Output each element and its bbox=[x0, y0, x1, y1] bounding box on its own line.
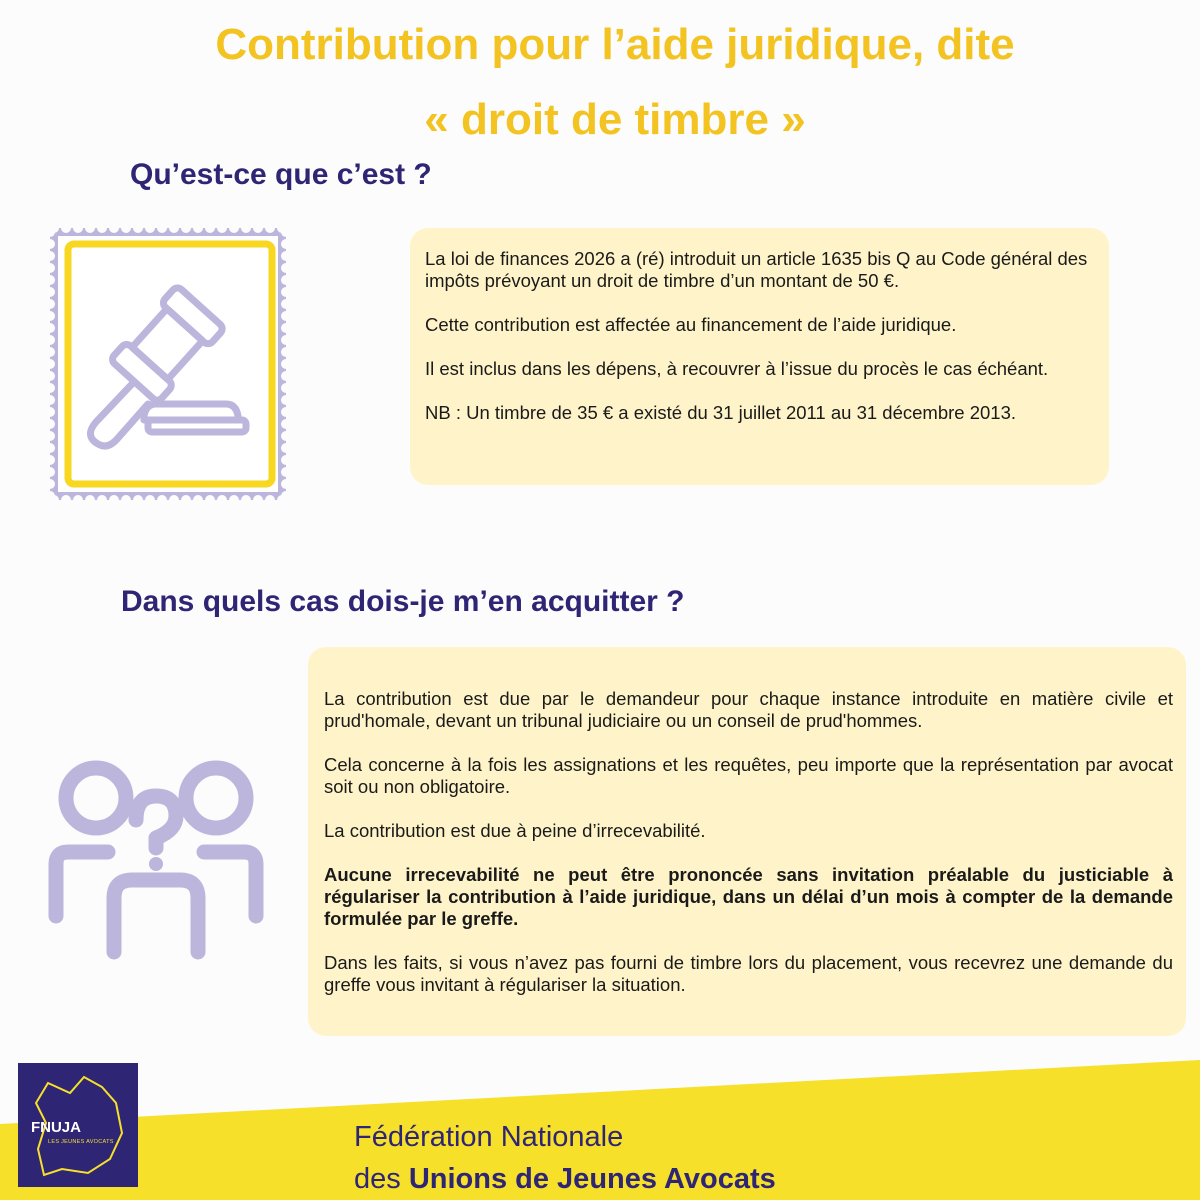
section2-heading: Dans quels cas dois-je m’en acquitter ? bbox=[121, 585, 685, 618]
organization-line1: Fédération Nationale bbox=[354, 1121, 624, 1153]
organization-line2-strong: Unions de Jeunes Avocats bbox=[408, 1163, 776, 1195]
section1-paragraph: La loi de finances 2026 a (ré) introduit un article 1635 bis Q au Code général des impôts prévoyant un droit de timbre d’un montant de 50 €. bbox=[425, 248, 1088, 291]
section2-paragraph-bold: Aucune irrecevabilité ne peut être prononcée sans invitation préalable du justiciable à régulariser la contribution à l’aide juridique, dans un délai d’un mois à compter de la demande formulée par le greffe. bbox=[324, 864, 1173, 929]
section1-heading: Qu’est-ce que c’est ? bbox=[130, 158, 432, 191]
people-question-icon bbox=[44, 756, 268, 960]
section2-paragraph: La contribution est due par le demandeur pour chaque instance introduite en matière civile et prud'homale, devant un tribunal judiciaire ou un conseil de prud'hommes. bbox=[324, 688, 1173, 731]
section1-paragraph: NB : Un timbre de 35 € a existé du 31 juillet 2011 au 31 décembre 2013. bbox=[425, 402, 1016, 423]
page-title bbox=[0, 8, 1200, 158]
logo-text: FNUJA bbox=[30, 1119, 81, 1136]
section2-paragraph: La contribution est due à peine d’irrecevabilité. bbox=[324, 820, 706, 841]
organization-line2-prefix: des bbox=[354, 1163, 409, 1195]
section1-card bbox=[410, 228, 1109, 485]
section1-paragraph: Cette contribution est affectée au financement de l’aide juridique. bbox=[425, 314, 957, 335]
page-title-line1: Contribution pour l’aide juridique, dite bbox=[215, 20, 1015, 69]
gavel-stamp-icon bbox=[44, 222, 292, 506]
logo-subtext: LES JEUNES AVOCATS bbox=[48, 1139, 114, 1145]
section2-paragraph: Dans les faits, si vous n’avez pas fourni de timbre lors du placement, vous recevrez une demande du greffe vous invitant à régulariser la situation. bbox=[324, 952, 1173, 995]
section2-paragraph: Cela concerne à la fois les assignations et les requêtes, peu importe que la représentation par avocat soit ou non obligatoire. bbox=[324, 754, 1173, 797]
section1-paragraph: Il est inclus dans les dépens, à recouvrer à l’issue du procès le cas échéant. bbox=[425, 358, 1049, 379]
page-title-line2: « droit de timbre » bbox=[424, 94, 806, 144]
section2-card bbox=[308, 647, 1186, 1036]
fnuja-logo bbox=[18, 1063, 138, 1187]
organization-line2 bbox=[354, 1158, 776, 1200]
organization-name bbox=[354, 1116, 776, 1200]
